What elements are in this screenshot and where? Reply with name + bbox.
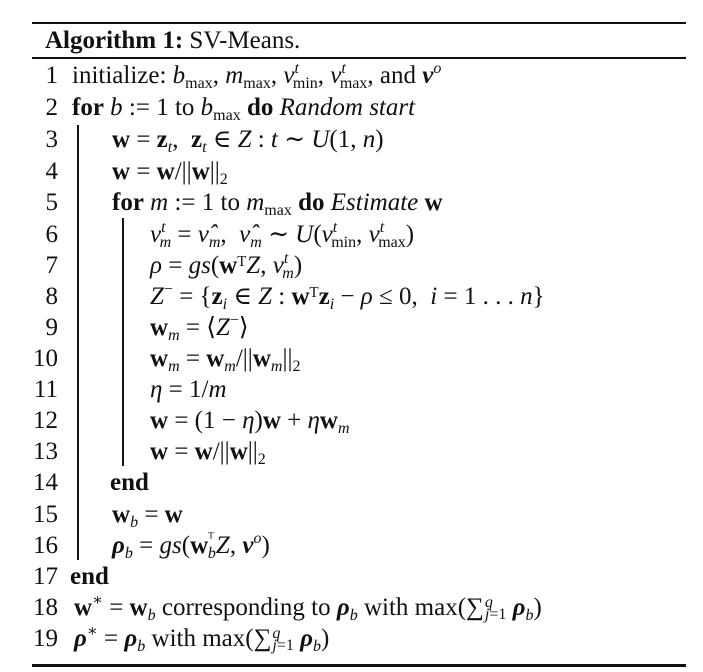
algo-line-3 bbox=[0, 124, 703, 155]
line-content: $w_m$ = ⟨Z−⟩ bbox=[150, 312, 249, 344]
line-content: for b := 1 to $b_{max}$ do Random start bbox=[72, 94, 416, 124]
line-number: 10 bbox=[33, 345, 58, 372]
line-content: $\rho_b = gs(w^ᵀ_bZ$, $\nu^o$) bbox=[112, 530, 270, 562]
algo-line-17 bbox=[0, 561, 703, 592]
line-number: 15 bbox=[33, 501, 58, 528]
line-number: 19 bbox=[33, 625, 58, 652]
line-number: 8 bbox=[45, 283, 58, 310]
line-number: 6 bbox=[45, 221, 58, 248]
end-keyword: end bbox=[70, 563, 109, 590]
line-number: 18 bbox=[33, 594, 58, 621]
line-number: 9 bbox=[45, 314, 58, 341]
caption-label: Algorithm 1: bbox=[45, 27, 184, 54]
line-number: 1 bbox=[45, 62, 58, 89]
line-content: initialize: $b_{max}$, $m_{max}$, $\nu^t_{min}$, $\nu^t_{max}$, and $\nu^o$ bbox=[72, 60, 442, 92]
line-number: 13 bbox=[33, 438, 58, 465]
line-content: ρ = gs(wᵀZ, $\nu^t_m$) bbox=[150, 250, 303, 282]
algo-line-12 bbox=[0, 405, 703, 436]
line-number: 12 bbox=[33, 407, 58, 434]
line-content: $w = z_t$, $z_t$ ∈ Z : t ∼ U(1, n) bbox=[112, 126, 384, 156]
algo-line-7 bbox=[0, 250, 703, 281]
algo-line-16 bbox=[0, 530, 703, 561]
line-content: $\nu^t_m$ = $\nû_m$, $\nû_m$ ∼ $U(\nu^t_{min}$, $\nu^t_{max}$) bbox=[150, 219, 415, 251]
line-content: $\rho^∗ = \rho_b$ with max(∑ q j=1 $\rho_b$) bbox=[74, 623, 330, 655]
line-content: $w_m = w_m/||w_m||_2$ bbox=[150, 345, 301, 375]
algo-line-4 bbox=[0, 156, 703, 187]
algo-line-9 bbox=[0, 312, 703, 343]
line-number: 17 bbox=[33, 563, 58, 590]
caption-title: SV-Means. bbox=[189, 27, 301, 54]
line-number: 14 bbox=[33, 469, 58, 496]
line-content: $w = (1 - \eta)w + \eta w_m$ bbox=[150, 407, 350, 437]
algo-line-5 bbox=[0, 187, 703, 218]
line-content: $w = w/||w||_2$ bbox=[150, 438, 266, 468]
algo-line-18 bbox=[0, 592, 703, 623]
line-content: $w^∗ = w_b$ corresponding to $\rho_b$ with max(∑ q j=1 $\rho_b$) bbox=[74, 592, 542, 624]
line-number: 11 bbox=[33, 376, 58, 403]
algo-line-10 bbox=[0, 343, 703, 374]
line-content: $Z^- = \{z_i$ ∈ Z : wᵀz$_i$ − ρ ≤ 0, i = 1 . . . n} bbox=[150, 281, 545, 313]
end-keyword: end bbox=[110, 469, 149, 496]
line-number: 4 bbox=[45, 158, 58, 185]
line-content: for m := 1 to $m_{max}$ do Estimate w bbox=[112, 189, 443, 219]
algo-line-13 bbox=[0, 436, 703, 467]
algo-line-8 bbox=[0, 281, 703, 312]
line-number: 3 bbox=[45, 126, 58, 153]
line-number: 16 bbox=[33, 532, 58, 559]
top-rule bbox=[32, 22, 686, 24]
algo-line-1 bbox=[0, 60, 703, 91]
algo-line-6 bbox=[0, 219, 703, 250]
algo-line-11 bbox=[0, 374, 703, 405]
line-content: $w = w/||w||_2$ bbox=[112, 158, 228, 188]
bottom-rule bbox=[32, 664, 686, 667]
algo-line-14 bbox=[0, 467, 703, 498]
algo-line-2 bbox=[0, 92, 703, 123]
algo-line-19 bbox=[0, 623, 703, 654]
algo-line-15 bbox=[0, 499, 703, 530]
line-number: 2 bbox=[45, 94, 58, 121]
algorithm-caption bbox=[45, 26, 300, 56]
line-number: 7 bbox=[45, 252, 58, 279]
line-content: η = 1/m bbox=[150, 376, 227, 403]
line-content: $w_b = w$ bbox=[112, 501, 183, 531]
line-number: 5 bbox=[45, 189, 58, 216]
mid-rule bbox=[32, 57, 686, 59]
